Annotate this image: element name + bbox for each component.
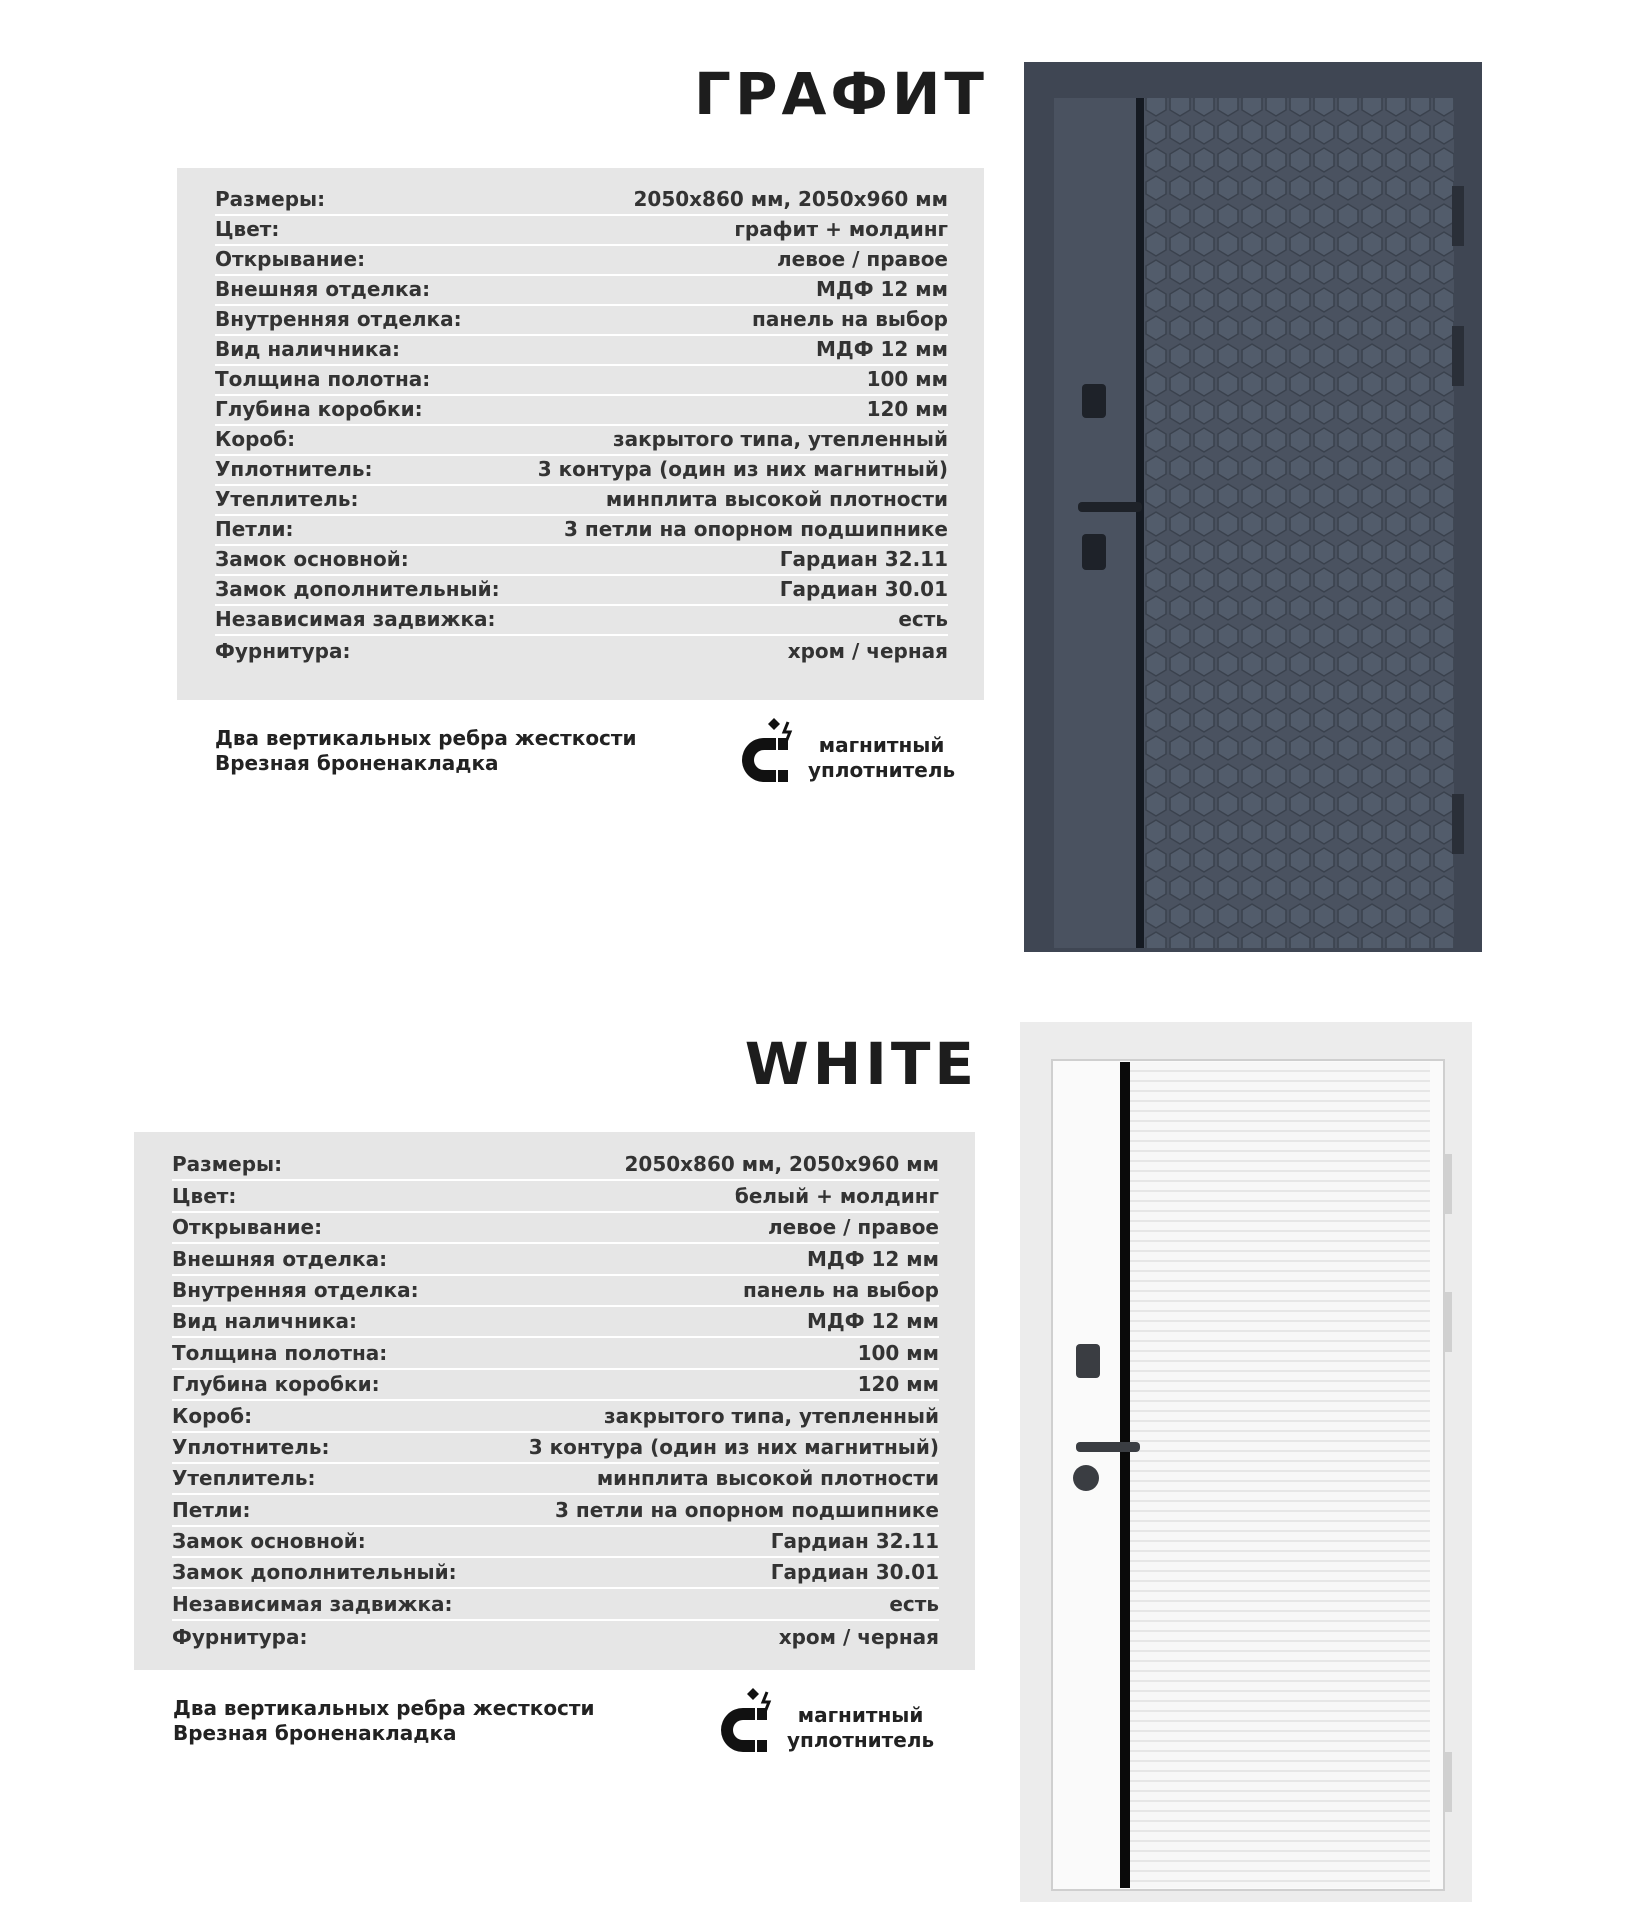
spec-label: Глубина коробки:: [215, 397, 423, 421]
feature-item: Два вертикальных ребра жесткости: [215, 726, 637, 750]
spec-row: [172, 1244, 939, 1275]
spec-label: Уплотнитель:: [215, 457, 373, 481]
spec-row: [172, 1276, 939, 1307]
spec-value: минплита высокой плотности: [605, 487, 948, 511]
spec-row: [215, 516, 948, 546]
badge-label: [808, 733, 955, 783]
spec-label: Цвет:: [215, 217, 280, 241]
spec-row: [215, 486, 948, 516]
spec-row: [172, 1464, 939, 1495]
spec-label: Внешняя отделка:: [215, 277, 431, 301]
spec-row: [215, 336, 948, 366]
magnetic-seal-badge: [724, 718, 955, 798]
spec-value: 2050х860 мм, 2050х960 мм: [633, 187, 948, 211]
door-photo-white: [1020, 1022, 1472, 1902]
magnetic-seal-badge: [703, 1688, 934, 1768]
badge-label: [787, 1703, 934, 1753]
spec-row: [215, 576, 948, 606]
spec-row: [215, 186, 948, 216]
spec-label: Утеплитель:: [215, 487, 359, 511]
spec-value: МДФ 12 мм: [806, 1246, 939, 1271]
spec-row: [215, 276, 948, 306]
spec-value: панель на выбор: [743, 1277, 939, 1302]
spec-row: [215, 426, 948, 456]
spec-label: Короб:: [215, 427, 296, 451]
product-section-white: [0, 960, 1629, 1920]
spec-label: Размеры:: [215, 187, 326, 211]
spec-value: МДФ 12 мм: [806, 1309, 939, 1334]
spec-value: Гардиан 32.11: [779, 547, 948, 571]
spec-value: 100 мм: [866, 367, 948, 391]
spec-value: 3 контура (один из них магнитный): [537, 457, 948, 481]
spec-label: Петли:: [172, 1497, 251, 1522]
spec-label: Замок дополнительный:: [172, 1560, 457, 1585]
spec-value: 100 мм: [857, 1340, 939, 1365]
feature-item: Врезная броненакладка: [215, 751, 499, 775]
features-list: [215, 726, 637, 776]
spec-row: [215, 306, 948, 336]
badge-line-1: магнитный: [818, 733, 945, 757]
product-title: ГРАФИТ: [694, 60, 988, 128]
spec-label: Вид наличника:: [172, 1309, 357, 1334]
spec-value: хром / черная: [787, 639, 948, 663]
spec-value: 3 петли на опорном подшипнике: [555, 1497, 939, 1522]
spec-value: есть: [889, 1591, 939, 1616]
spec-label: Цвет:: [172, 1183, 237, 1208]
spec-row: [172, 1621, 939, 1652]
spec-label: Уплотнитель:: [172, 1434, 330, 1459]
spec-label: Открывание:: [215, 247, 366, 271]
spec-table: [215, 186, 948, 666]
spec-row: [215, 636, 948, 666]
product-title: WHITE: [744, 1030, 978, 1098]
spec-panel: [177, 168, 984, 700]
spec-value: закрытого типа, утепленный: [603, 1403, 939, 1428]
spec-label: Внутренняя отделка:: [172, 1277, 419, 1302]
spec-label: Размеры:: [172, 1152, 283, 1177]
spec-value: хром / черная: [778, 1625, 939, 1650]
spec-value: Гардиан 32.11: [770, 1529, 939, 1554]
spec-label: Фурнитура:: [215, 639, 351, 663]
spec-label: Толщина полотна:: [215, 367, 431, 391]
spec-panel: [134, 1132, 975, 1670]
feature-item: Врезная броненакладка: [173, 1721, 457, 1745]
spec-label: Открывание:: [172, 1215, 323, 1240]
features-list: [173, 1696, 595, 1746]
spec-value: графит + молдинг: [734, 217, 948, 241]
spec-value: МДФ 12 мм: [815, 277, 948, 301]
spec-row: [215, 546, 948, 576]
spec-value: 120 мм: [866, 397, 948, 421]
spec-label: Замок основной:: [172, 1529, 366, 1554]
spec-value: 120 мм: [857, 1372, 939, 1397]
spec-row: [215, 366, 948, 396]
spec-value: панель на выбор: [752, 307, 948, 331]
spec-row: [172, 1401, 939, 1432]
spec-row: [172, 1433, 939, 1464]
spec-value: есть: [898, 607, 948, 631]
spec-value: Гардиан 30.01: [770, 1560, 939, 1585]
spec-row: [172, 1150, 939, 1181]
spec-label: Независимая задвижка:: [215, 607, 496, 631]
spec-value: минплита высокой плотности: [596, 1466, 939, 1491]
spec-row: [172, 1495, 939, 1526]
feature-item: Два вертикальных ребра жесткости: [173, 1696, 595, 1720]
spec-row: [172, 1527, 939, 1558]
spec-value: белый + молдинг: [734, 1183, 939, 1208]
spec-row: [215, 456, 948, 486]
spec-label: Вид наличника:: [215, 337, 400, 361]
magnet-icon: [724, 718, 804, 798]
spec-row: [215, 606, 948, 636]
spec-row: [215, 216, 948, 246]
spec-label: Глубина коробки:: [172, 1372, 380, 1397]
spec-value: 3 контура (один из них магнитный): [528, 1434, 939, 1459]
spec-label: Утеплитель:: [172, 1466, 316, 1491]
spec-row: [172, 1558, 939, 1589]
spec-row: [172, 1307, 939, 1338]
badge-line-2: уплотнитель: [787, 1728, 935, 1752]
spec-value: левое / правое: [777, 247, 948, 271]
spec-label: Петли:: [215, 517, 294, 541]
spec-value: левое / правое: [768, 1215, 939, 1240]
spec-value: 3 петли на опорном подшипнике: [564, 517, 948, 541]
spec-value: 2050х860 мм, 2050х960 мм: [624, 1152, 939, 1177]
spec-row: [172, 1213, 939, 1244]
spec-row: [172, 1181, 939, 1212]
spec-label: Короб:: [172, 1403, 253, 1428]
spec-row: [215, 246, 948, 276]
spec-label: Фурнитура:: [172, 1625, 308, 1650]
spec-row: [172, 1338, 939, 1369]
spec-row: [215, 396, 948, 426]
spec-table: [172, 1150, 939, 1652]
badge-line-1: магнитный: [797, 1703, 924, 1727]
door-photo-graphite: [1024, 62, 1482, 952]
magnet-icon: [703, 1688, 783, 1768]
spec-label: Внутренняя отделка:: [215, 307, 462, 331]
spec-row: [172, 1589, 939, 1620]
spec-value: МДФ 12 мм: [815, 337, 948, 361]
spec-label: Замок дополнительный:: [215, 577, 500, 601]
spec-label: Толщина полотна:: [172, 1340, 388, 1365]
spec-label: Независимая задвижка:: [172, 1591, 453, 1616]
badge-line-2: уплотнитель: [808, 758, 956, 782]
spec-label: Замок основной:: [215, 547, 409, 571]
spec-value: закрытого типа, утепленный: [612, 427, 948, 451]
spec-row: [172, 1370, 939, 1401]
spec-label: Внешняя отделка:: [172, 1246, 388, 1271]
spec-value: Гардиан 30.01: [779, 577, 948, 601]
